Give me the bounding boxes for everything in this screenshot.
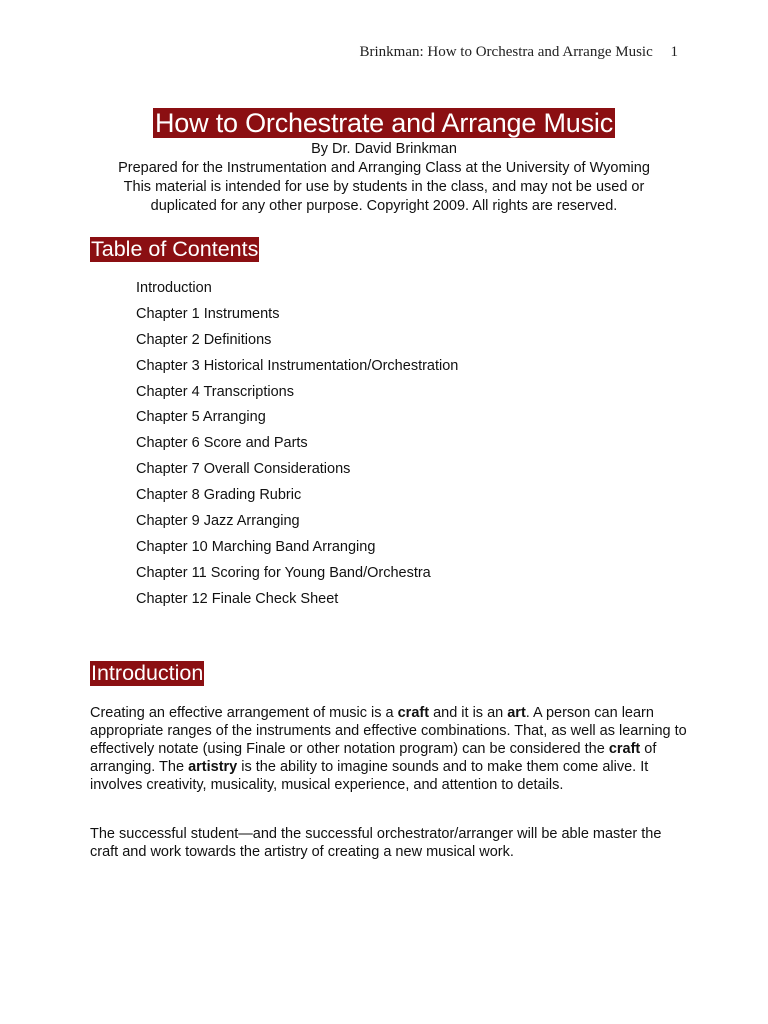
prepared-for-line: Prepared for the Instrumentation and Arranging Class at the University of Wyoming	[118, 160, 650, 176]
toc-item: Chapter 5 Arranging	[136, 409, 266, 426]
running-header	[359, 44, 678, 61]
toc-item: Chapter 8 Grading Rubric	[136, 487, 302, 504]
toc-item: Chapter 1 Instruments	[136, 305, 280, 322]
document-title: How to Orchestrate and Arrange Music	[154, 108, 613, 138]
introduction-heading: Introduction	[91, 661, 204, 685]
toc-item: Chapter 2 Definitions	[136, 331, 272, 348]
author-line: By Dr. David Brinkman	[311, 141, 457, 157]
introduction-paragraph-1	[90, 704, 690, 794]
toc-item: Chapter 7 Overall Considerations	[136, 461, 351, 478]
text-run: is the ability to imagine sounds and to make them come alive. It involves creativity, musicality, musical experience, and attention to details.	[90, 759, 649, 793]
toc-item: Chapter 10 Marching Band Arranging	[136, 538, 376, 555]
bold-term-craft: craft	[397, 705, 430, 721]
toc-item: Chapter 4 Transcriptions	[136, 383, 294, 400]
bold-term-craft: craft	[608, 741, 641, 757]
text-run: . A person can learn appropriate ranges of the instruments and effective combinations. That, as well as learning to effectively notate (using Finale or other notation program) can be considered the	[90, 705, 687, 757]
bold-term-artistry: artistry	[188, 759, 238, 775]
toc-heading: Table of Contents	[91, 237, 259, 261]
toc-item: Introduction	[136, 280, 212, 296]
toc-item: Chapter 11 Scoring for Young Band/Orchestra	[136, 564, 431, 581]
bold-term-art: art	[507, 705, 526, 721]
running-title: Brinkman: How to Orchestra and Arrange Music	[359, 44, 653, 60]
page-number: 1	[670, 44, 678, 60]
text-run: Creating an effective arrangement of music is a	[90, 705, 398, 721]
toc-item: Chapter 12 Finale Check Sheet	[136, 590, 339, 607]
toc-list	[136, 278, 458, 615]
toc-item: Chapter 9 Jazz Arranging	[136, 513, 300, 530]
toc-item: Chapter 6 Score and Parts	[136, 435, 308, 452]
introduction-paragraph-2: The successful student—and the successful orchestrator/arranger will be able master the craft and work towards the artistry of creating a new musical work.	[90, 826, 662, 860]
title-info	[0, 140, 768, 216]
text-run: of arranging. The	[90, 741, 657, 775]
text-run: and it is an	[429, 705, 508, 721]
notice-line-1: This material is intended for use by students in the class, and may not be used or	[123, 179, 645, 195]
notice-line-2: duplicated for any other purpose. Copyright 2009. All rights are reserved.	[150, 198, 618, 214]
title-block	[0, 108, 768, 216]
toc-item: Chapter 3 Historical Instrumentation/Orchestration	[136, 357, 459, 374]
